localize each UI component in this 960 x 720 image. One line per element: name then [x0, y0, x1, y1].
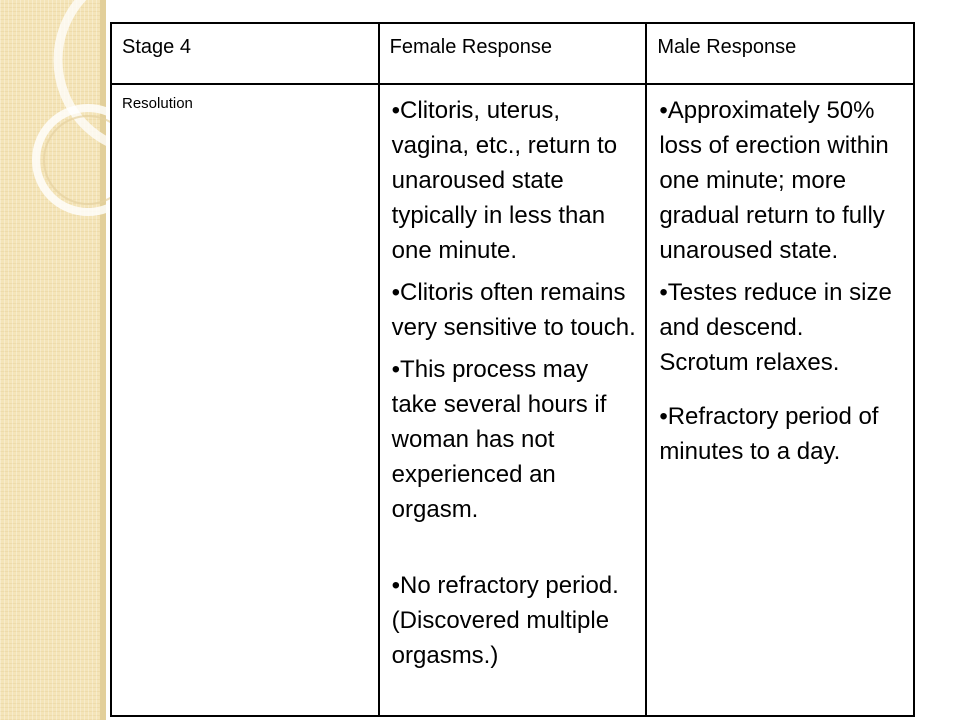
header-female-response: Female Response: [379, 23, 647, 84]
male-response-cell: [646, 84, 914, 716]
table-header-row: [111, 23, 914, 84]
male-bullet: •Testes reduce in size and descend. Scrotum relaxes.: [659, 279, 892, 376]
female-bullet: •This process may take several hours if woman has not experienced an orgasm.: [391, 356, 607, 523]
table-body-row: [111, 84, 914, 716]
stage-cell: Resolution: [111, 84, 379, 716]
resolution-table: [110, 22, 915, 717]
female-bullet: •No refractory period. (Discovered multiple orgasms.): [391, 572, 619, 669]
female-bullet: •Clitoris often remains very sensitive to touch.: [391, 279, 636, 341]
male-bullet: •Refractory period of minutes to a day.: [659, 403, 879, 465]
female-bullet: •Clitoris, uterus, vagina, etc., return to unaroused state typically in less than one minute.: [391, 97, 618, 264]
male-bullet: •Approximately 50% loss of erection within one minute; more gradual return to fully unaroused state.: [659, 97, 889, 264]
female-response-cell: [379, 84, 647, 716]
header-male-response: Male Response: [646, 23, 914, 84]
header-stage: Stage 4: [111, 23, 379, 84]
